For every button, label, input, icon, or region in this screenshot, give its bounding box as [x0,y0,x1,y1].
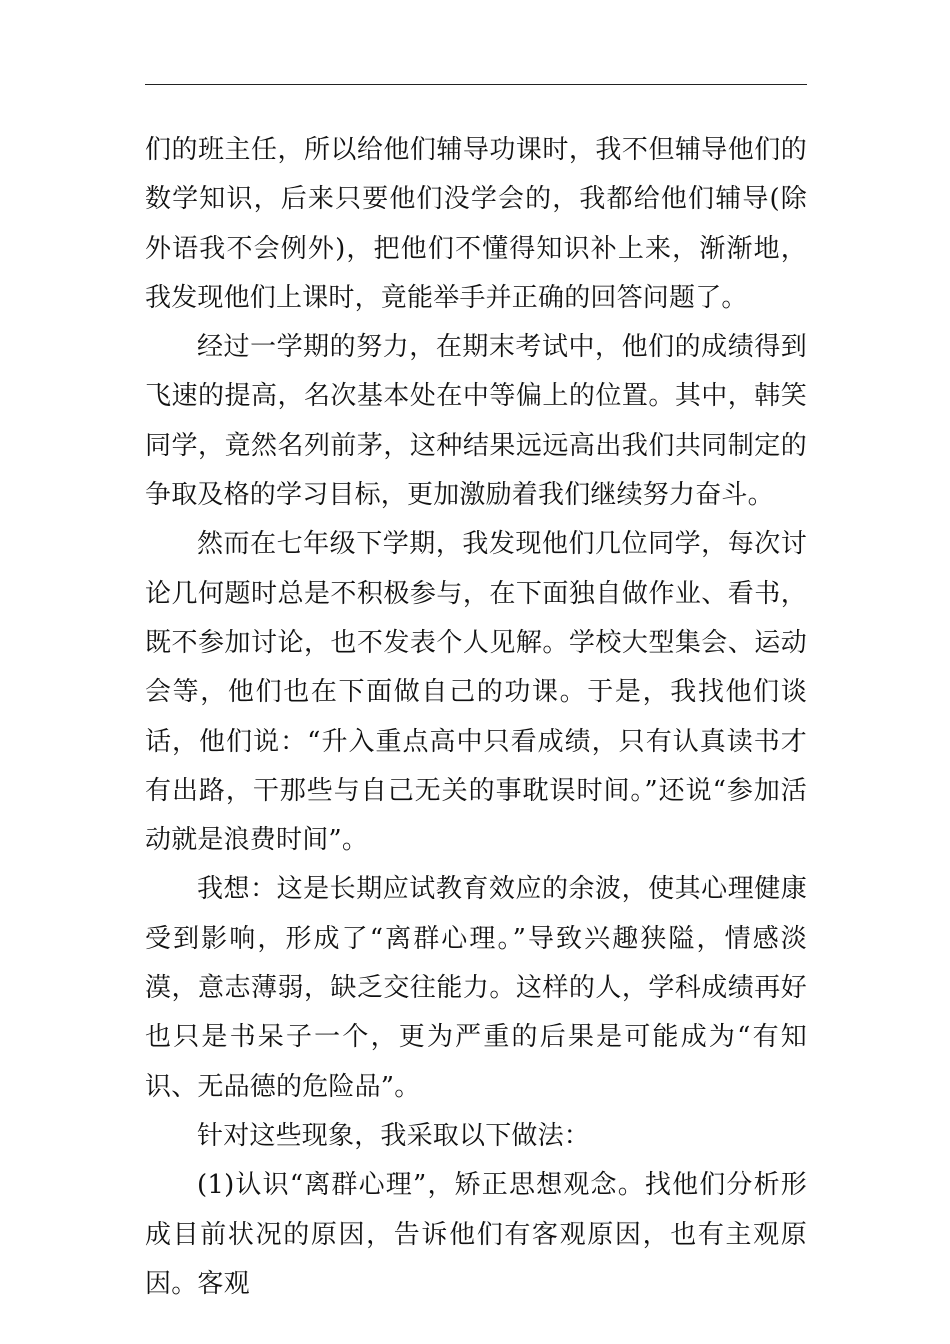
paragraph-4: 我想：这是长期应试教育效应的余波，使其心理健康受到影响，形成了“离群心理。”导致兴趣狭隘，情感淡漠，意志薄弱，缺乏交往能力。这样的人，学科成绩再好也只是书呆子一个，更为严重的后果是可能成为“有知识、无品德的危险品”。 [145,874,807,1102]
header-rule [145,84,807,85]
paragraph-3: 然而在七年级下学期，我发现他们几位同学，每次讨论几何题时总是不积极参与，在下面独自做作业、看书，既不参加讨论，也不发表个人见解。学校大型集会、运动会等，他们也在下面做自己的功课。于是，我找他们谈话，他们说：“升入重点高中只看成绩，只有认真读书才有出路，干那些与自己无关的事耽误时间。”还说“参加活动就是浪费时间”。 [145,529,807,856]
paragraph-6: (1)认识“离群心理”，矫正思想观念。找他们分析形成目前状况的原因，告诉他们有客观原因，也有主观原因。客观 [145,1170,807,1299]
paragraph-2: 经过一学期的努力，在期末考试中，他们的成绩得到飞速的提高，名次基本处在中等偏上的位置。其中，韩笑同学，竟然名列前茅，这种结果远远高出我们共同制定的争取及格的学习目标，更加激励着我们继续努力奋斗。 [145,332,807,511]
paragraph-1: 们的班主任，所以给他们辅导功课时，我不但辅导他们的数学知识，后来只要他们没学会的，我都给他们辅导(除外语我不会例外)，把他们不懂得知识补上来，渐渐地，我发现他们上课时，竟能举手并正确的回答问题了。 [145,135,807,313]
document-body [145,126,807,1309]
paragraph-5: 针对这些现象，我采取以下做法： [197,1120,591,1151]
